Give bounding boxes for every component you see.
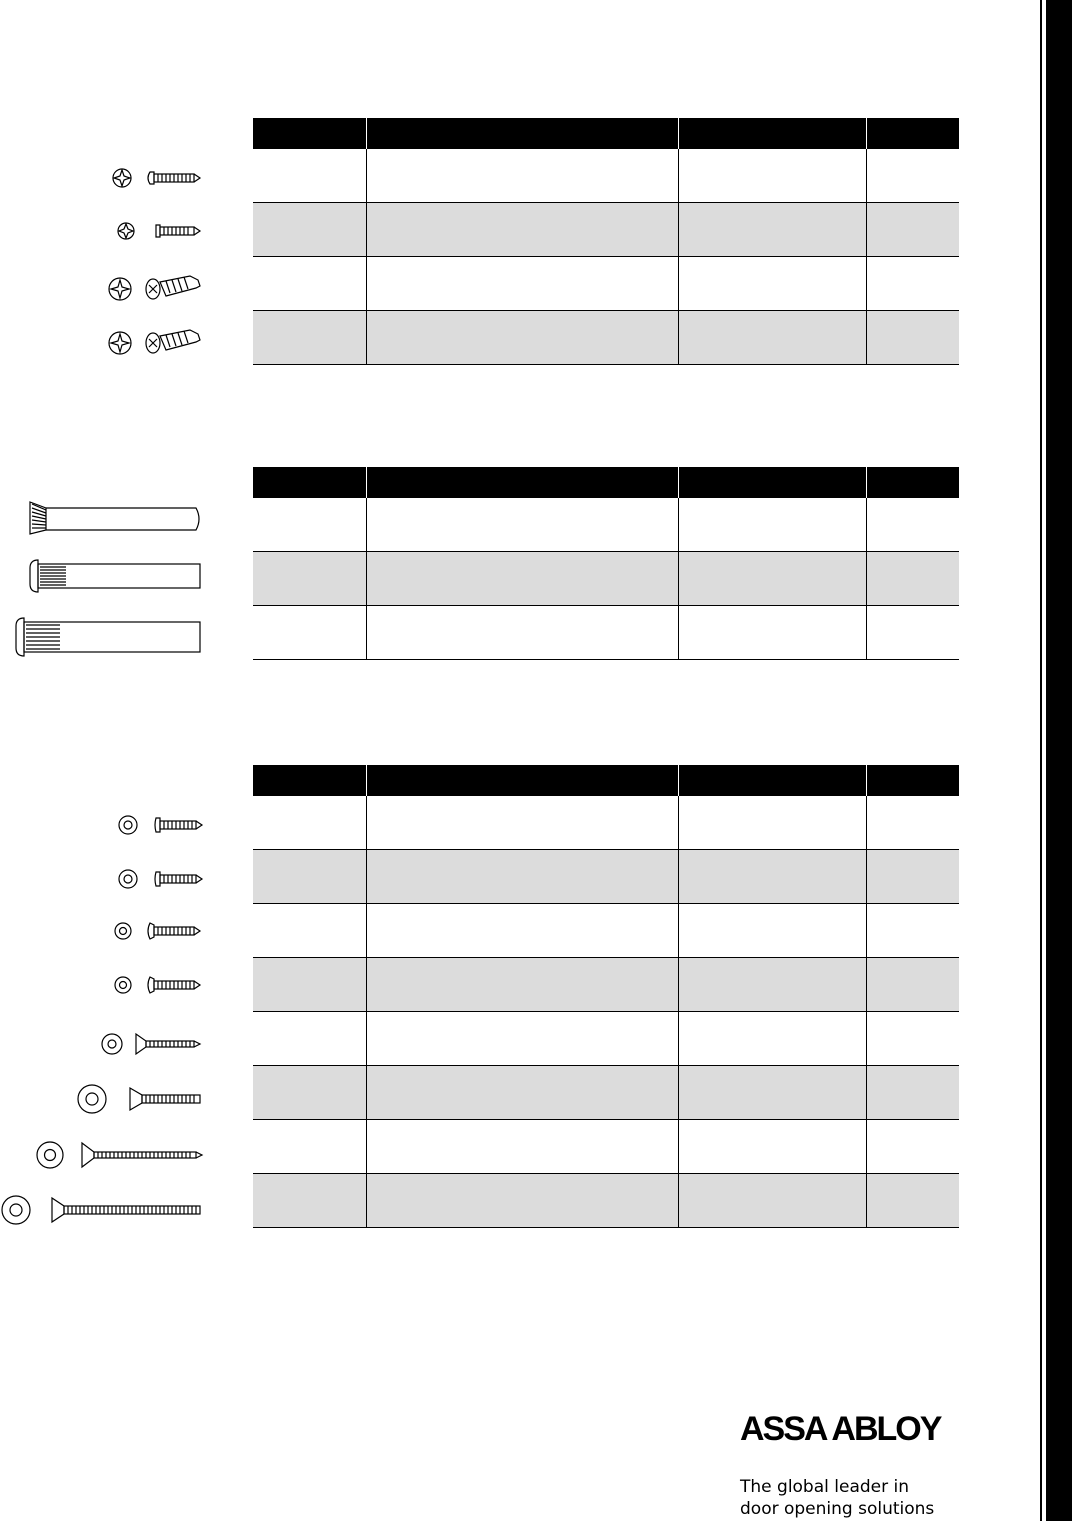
torx-countersunk-screw-icon: [98, 1030, 204, 1058]
table-cell: [678, 958, 866, 1012]
table-row: [253, 149, 959, 203]
header-cell: [678, 765, 866, 796]
table-row: [253, 958, 959, 1012]
table-cell: [366, 311, 678, 365]
table-cell: [866, 149, 959, 203]
table-cell: [678, 796, 866, 850]
table-row: [253, 1066, 959, 1120]
torx-pan-head-screw-icon: [114, 812, 204, 838]
torx-oval-head-screw-icon: [110, 972, 204, 998]
table-cell: [866, 1120, 959, 1174]
table-cell: [366, 1066, 678, 1120]
tagline-line-2: door opening solutions: [740, 1499, 935, 1519]
table-cell: [253, 552, 366, 606]
table-cell: [678, 257, 866, 311]
torx-oval-head-screw-icon: [110, 918, 204, 944]
table-cell: [253, 606, 366, 660]
phillips-self-drilling-screw-icon: [106, 326, 206, 360]
table-row: [253, 311, 959, 365]
table-cell: [366, 1174, 678, 1228]
table-header-row: [253, 467, 959, 498]
header-cell: [366, 467, 678, 498]
torx-machine-screw-icon: [74, 1082, 204, 1116]
table-cell: [366, 257, 678, 311]
table-cell: [366, 552, 678, 606]
table-cell: [366, 1120, 678, 1174]
table-cell: [866, 1066, 959, 1120]
table-cell: [866, 203, 959, 257]
header-cell: [253, 118, 366, 149]
table-row: [253, 904, 959, 958]
table-cell: [366, 850, 678, 904]
table-cell: [678, 311, 866, 365]
header-cell: [866, 118, 959, 149]
table-cell: [678, 904, 866, 958]
table-cell: [678, 1066, 866, 1120]
table-cell: [678, 552, 866, 606]
torx-long-countersunk-screw-icon: [34, 1138, 204, 1172]
table-cell: [866, 796, 959, 850]
table-cell: [866, 257, 959, 311]
table-cell: [366, 149, 678, 203]
table-row: [253, 1012, 959, 1066]
header-cell: [866, 765, 959, 796]
brand-logo: ASSA ABLOY: [740, 1410, 941, 1448]
table-cell: [678, 149, 866, 203]
table-cell: [253, 904, 366, 958]
table-cell: [678, 1012, 866, 1066]
table-cell: [366, 904, 678, 958]
phillips-self-drilling-screw-icon: [106, 272, 206, 306]
table-cell: [253, 203, 366, 257]
table-cell: [253, 850, 366, 904]
ribbed-sleeve-icon: [14, 614, 204, 660]
page-edge-bar: [1046, 0, 1072, 1521]
header-cell: [678, 467, 866, 498]
phillips-square-drive-screw-icon: [114, 218, 204, 244]
ribbed-sleeve-icon: [28, 556, 204, 596]
table-row: [253, 552, 959, 606]
table-row: [253, 1174, 959, 1228]
table-cell: [866, 850, 959, 904]
table-cell: [366, 498, 678, 552]
tagline-line-1: The global leader in: [740, 1477, 910, 1497]
table-cell: [253, 958, 366, 1012]
table-cell: [678, 606, 866, 660]
header-cell: [678, 118, 866, 149]
table-cell: [678, 1120, 866, 1174]
table-cell: [366, 203, 678, 257]
table-cell: [866, 1012, 959, 1066]
header-cell: [866, 467, 959, 498]
table-cell: [253, 1120, 366, 1174]
table-cell: [253, 1174, 366, 1228]
table-cell: [866, 498, 959, 552]
table-cell: [253, 149, 366, 203]
spec-table-1: [253, 118, 959, 365]
phillips-square-drive-screw-icon: [108, 164, 204, 192]
table-cell: [866, 311, 959, 365]
header-cell: [366, 765, 678, 796]
table-cell: [253, 311, 366, 365]
torx-long-machine-screw-icon: [0, 1192, 204, 1228]
table-row: [253, 498, 959, 552]
header-cell: [253, 467, 366, 498]
table-cell: [866, 606, 959, 660]
spec-table-3: [253, 765, 959, 1228]
table-cell: [253, 257, 366, 311]
brand-tagline: [740, 1476, 1000, 1520]
table-cell: [366, 958, 678, 1012]
table-cell: [253, 1066, 366, 1120]
table-row: [253, 257, 959, 311]
knurled-sleeve-nut-icon: [26, 498, 204, 538]
table-cell: [366, 606, 678, 660]
table-cell: [253, 498, 366, 552]
table-row: [253, 203, 959, 257]
table-row: [253, 606, 959, 660]
table-cell: [866, 904, 959, 958]
table-row: [253, 796, 959, 850]
header-cell: [366, 118, 678, 149]
table-cell: [678, 1174, 866, 1228]
header-cell: [253, 765, 366, 796]
table-cell: [366, 796, 678, 850]
table-header-row: [253, 118, 959, 149]
table-cell: [678, 203, 866, 257]
table-cell: [366, 1012, 678, 1066]
table-row: [253, 850, 959, 904]
table-cell: [866, 958, 959, 1012]
table-row: [253, 1120, 959, 1174]
table-cell: [678, 850, 866, 904]
table-cell: [678, 498, 866, 552]
table-cell: [253, 1012, 366, 1066]
table-header-row: [253, 765, 959, 796]
spec-table-2: [253, 467, 959, 660]
table-cell: [253, 796, 366, 850]
torx-pan-head-screw-icon: [114, 866, 204, 892]
table-cell: [866, 552, 959, 606]
table-cell: [866, 1174, 959, 1228]
